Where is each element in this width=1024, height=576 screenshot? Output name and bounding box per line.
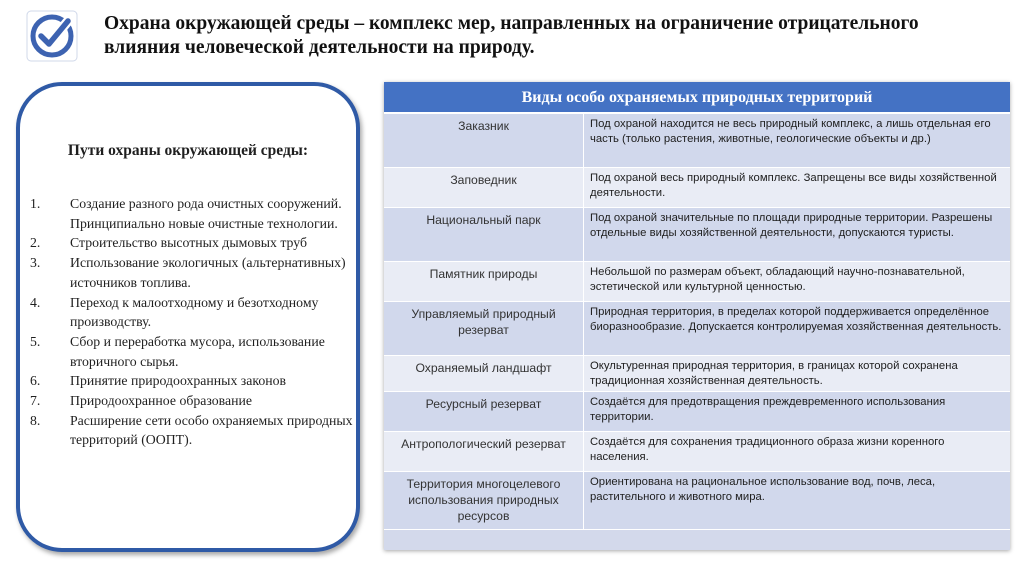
table-row <box>384 168 1010 208</box>
list-item-number: 1. <box>30 196 41 211</box>
area-description-cell: Под охраной весь природный комплекс. Запрещены все виды хозяйственной деятельности. <box>584 168 1010 207</box>
area-description-cell: Создаётся для предотвращения преждевременного использования территории. <box>584 392 1010 431</box>
area-type-cell: Территория многоцелевого использования природных ресурсов <box>384 472 584 529</box>
list-item-text: Природоохранное образование <box>70 393 253 409</box>
list-item <box>30 391 356 411</box>
area-description-cell: Небольшой по размерам объект, обладающий научно-познавательной, эстетической или культурной ценностью. <box>584 262 1010 301</box>
list-item-text: Строительство высотных дымовых труб <box>70 235 308 251</box>
list-item-number: 7. <box>30 393 41 409</box>
table-row <box>384 262 1010 302</box>
list-item <box>30 233 356 253</box>
list-item-text: Принятие природоохранных законов <box>70 373 287 389</box>
area-type-cell: Заказник <box>384 114 584 167</box>
list-item-number: 5. <box>30 333 41 349</box>
area-type-cell: Заповедник <box>384 168 584 207</box>
area-type-cell: Ресурсный резерват <box>384 392 584 431</box>
list-item <box>30 293 356 332</box>
area-description-cell: Под охраной находится не весь природный комплекс, а лишь отдельная его часть (только растения, животные, геологические объекты и др.) <box>584 114 1010 167</box>
ways-list <box>30 194 356 450</box>
table-row <box>384 302 1010 356</box>
list-item-text: Расширение сети особо охраняемых природных территорий (ООПТ). <box>70 412 353 448</box>
table-row <box>384 432 1010 472</box>
table-row <box>384 472 1010 530</box>
list-item-number: 2. <box>30 235 41 251</box>
ways-panel <box>16 82 360 552</box>
list-item-number: 4. <box>30 294 41 310</box>
area-description-cell: Создаётся для сохранения традиционного образа жизни коренного населения. <box>584 432 1010 471</box>
table-row <box>384 114 1010 168</box>
table-row <box>384 208 1010 262</box>
page-title: Охрана окружающей среды – комплекс мер, направленных на ограничение отрицательного влияния человеческой деятельности на природу. <box>104 13 919 58</box>
list-item <box>30 194 356 233</box>
list-item <box>30 332 356 371</box>
list-item <box>30 253 356 292</box>
area-type-cell: Памятник природы <box>384 262 584 301</box>
list-item-number: 8. <box>30 412 41 428</box>
area-type-cell: Управляемый природный резерват <box>384 302 584 355</box>
table-header: Виды особо охраняемых природных территорий <box>384 82 1010 114</box>
list-item-text: Использование экологичных (альтернативных) источников топлива. <box>70 255 346 290</box>
area-description-cell: Окультуренная природная территория, в границах которой сохранена традиционная хозяйственная деятельность. <box>584 356 1010 391</box>
area-description-cell: Природная территория, в пределах которой поддерживается определённое биоразнообразие. Допускается контролируемая хозяйственная деятельность. <box>584 302 1010 355</box>
list-item-text: Переход к малоотходному и безотходному производству. <box>70 294 319 330</box>
area-type-cell: Национальный парк <box>384 208 584 261</box>
list-item-number: 6. <box>30 373 41 389</box>
list-item <box>30 371 356 391</box>
list-item <box>30 411 356 450</box>
area-type-cell: Охраняемый ландшафт <box>384 356 584 391</box>
protected-areas-table <box>384 82 1010 550</box>
list-item-text: Сбор и переработка мусора, использование вторичного сырья. <box>70 333 325 369</box>
table-row <box>384 356 1010 392</box>
checkmark-circle-icon <box>26 10 78 62</box>
area-description-cell: Под охраной значительные по площади природные территории. Разрешены отдельные виды хозяйственной деятельности, допускаются туристы. <box>584 208 1010 261</box>
area-type-cell: Антропологический резерват <box>384 432 584 471</box>
area-description-cell: Ориентирована на рациональное использование вод, почв, леса, растительного и животного мира. <box>584 472 1010 529</box>
table-body <box>384 114 1010 530</box>
list-item-number: 3. <box>30 255 41 271</box>
table-row <box>384 392 1010 432</box>
list-item-text: Создание разного рода очистных сооружений. Принципиально новые очистные технологии. <box>70 196 342 231</box>
ways-panel-title: Пути охраны окружающей среды: <box>67 142 309 159</box>
